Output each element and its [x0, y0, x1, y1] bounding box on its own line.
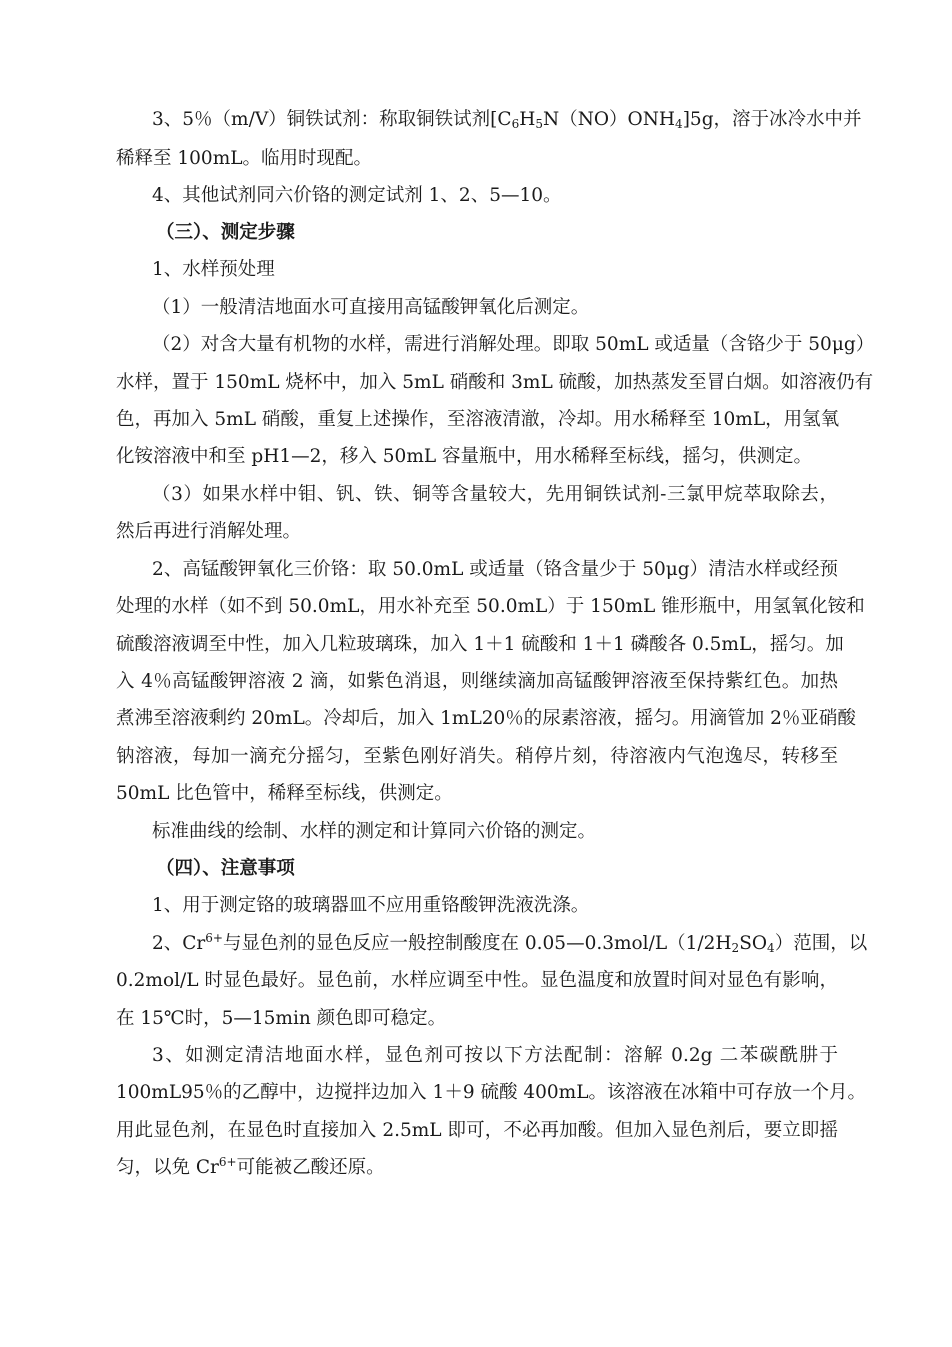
paragraph-line: 稀释至 100mL。临用时现配。: [116, 148, 373, 169]
paragraph-line: 然后再进行消解处理。: [116, 521, 302, 542]
paragraph-line: 水样，置于 150mL 烧杯中，加入 5mL 硝酸和 3mL 硫酸，加热蒸发至冒白烟。如溶液仍有: [116, 372, 874, 393]
paragraph-line: （1）一般清洁地面水可直接用高锰酸钾氧化后测定。: [152, 297, 590, 318]
subsection-heading: 1、水样预处理: [152, 259, 275, 280]
section-heading: （三）、测定步骤: [156, 222, 295, 243]
paragraph-line: 在 15℃时，5—15min 颜色即可稳定。: [116, 1008, 447, 1029]
paragraph-line: 100mL95％的乙醇中，边搅拌边加入 1＋9 硫酸 400mL。该溶液在冰箱中可存放一个月。: [116, 1082, 867, 1103]
paragraph-line: 3、5％（m/V）铜铁试剂：称取铜铁试剂$[C_6H_5N(NO)ONH_4]5g$，溶于冰冷水中并: [152, 109, 862, 131]
paragraph-line: 用此显色剂，在显色时直接加入 2.5mL 即可，不必再加酸。但加入显色剂后，要立即摇: [116, 1120, 838, 1141]
paragraph-line: 50mL 比色管中，稀释至标线，供测定。: [116, 783, 453, 804]
paragraph-line: 入 4％高锰酸钾溶液 2 滴，如紫色消退，则继续滴加高锰酸钾溶液至保持紫红色。加热: [116, 671, 838, 692]
paragraph-line: 硫酸溶液调至中性，加入几粒玻璃珠，加入 1＋1 硫酸和 1＋1 磷酸各 0.5mL，摇匀。加: [116, 634, 844, 655]
paragraph-line: 钠溶液，每加一滴充分摇匀，至紫色刚好消失。稍停片刻，待溶液内气泡逸尽，转移至: [116, 746, 838, 767]
paragraph-line: （3）如果水样中钼、钒、铁、铜等含量较大，先用铜铁试剂-三氯甲烷萃取除去，: [152, 484, 838, 505]
section-heading: （四）、注意事项: [156, 858, 295, 879]
paragraph-line: 化铵溶液中和至 pH1—2，移入 50mL 容量瓶中，用水稀释至标线，摇匀，供测定。: [116, 446, 813, 467]
paragraph-line: 处理的水样（如不到 50.0mL，用水补充至 50.0mL）于 150mL 锥形瓶中，用氢氧化铵和: [116, 596, 865, 617]
paragraph-line: （2）对含大量有机物的水样，需进行消解处理。即取 50mL 或适量（含铬少于 50μg）: [152, 334, 875, 355]
paragraph-line: 0.2mol/L 时显色最好。显色前，水样应调至中性。显色温度和放置时间对显色有影响，: [116, 970, 838, 991]
paragraph-line: 1、用于测定铬的玻璃器皿不应用重铬酸钾洗液洗涤。: [152, 895, 590, 916]
paragraph-line: 3、如测定清洁地面水样，显色剂可按以下方法配制：溶解 0.2g 二苯碳酰肼于: [152, 1045, 838, 1066]
paragraph-line: 2、高锰酸钾氧化三价铬：取 50.0mL 或适量（铬含量少于 50μg）清洁水样或经预: [152, 559, 838, 580]
paragraph-line: 匀，以免 $Cr^{6+}$可能被乙酸还原。: [116, 1154, 385, 1178]
paragraph-line: 色，再加入 5mL 硝酸，重复上述操作，至溶液清澈，冷却。用水稀释至 10mL，用氢氧: [116, 409, 840, 430]
paragraph-line: 标准曲线的绘制、水样的测定和计算同六价铬的测定。: [152, 821, 597, 842]
paragraph-line: 4、其他试剂同六价铬的测定试剂 1、2、5—10。: [152, 185, 562, 206]
paragraph-line: 煮沸至溶液剩约 20mL。冷却后，加入 1mL20％的尿素溶液，摇匀。用滴管加 2％亚硝酸: [116, 708, 856, 729]
paragraph-line: 2、$Cr^{6+}$与显色剂的显色反应一般控制酸度在 $0.05—0.3mol/L(1/2H_2SO_4)$范围，以: [152, 930, 868, 955]
